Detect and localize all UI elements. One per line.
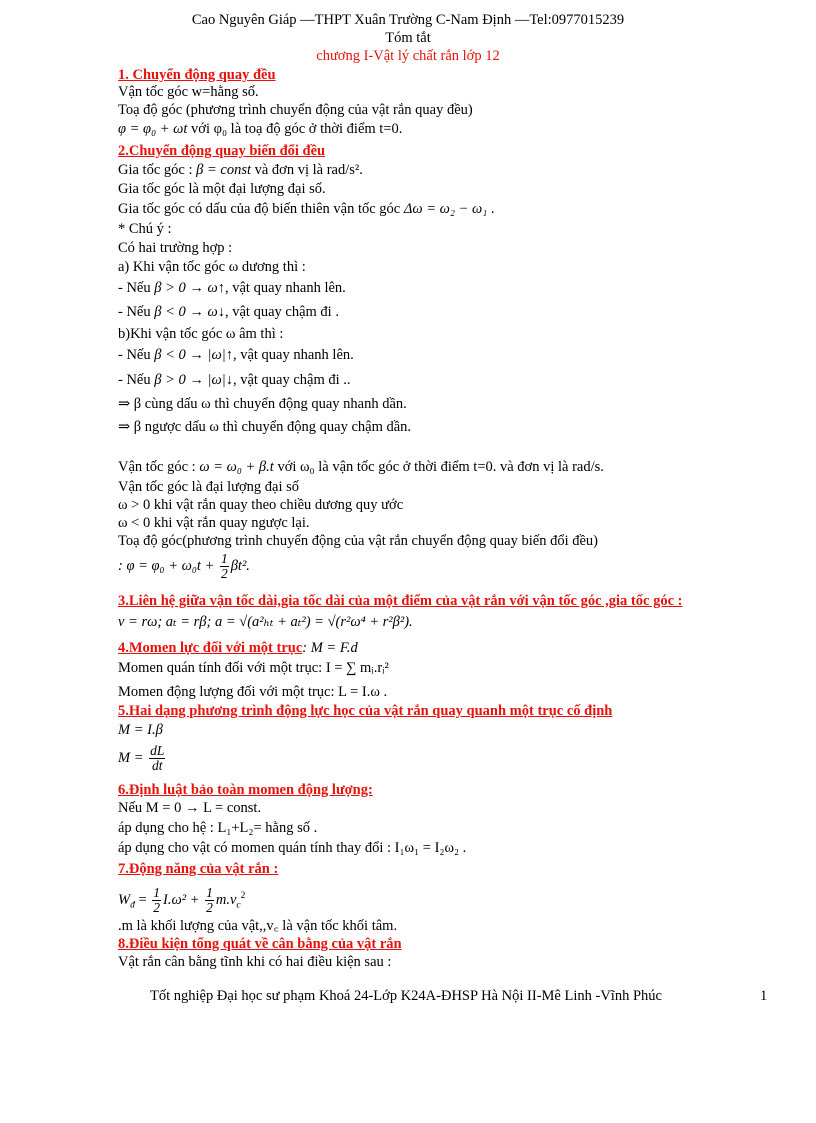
s2-a1-text: , vật quay nhanh lên.	[225, 280, 346, 296]
s2-case-b: b)Khi vận tốc góc ω âm thì :	[118, 326, 284, 342]
s2-eq-half	[220, 552, 229, 581]
s2-a1-formula: β > 0 → ω↑	[154, 280, 225, 296]
s1-line-3-text: với φ₀ là toạ độ góc ở thời điểm t=0.	[187, 121, 403, 137]
doc-subtitle: chương I-Vật lý chất rắn lớp 12	[316, 48, 500, 64]
s2-velocity-text: với ω₀ là vận tốc góc ở thời điểm t=0. và đơn vị là rad/s.	[273, 459, 604, 475]
section-8-heading: 8.Điều kiện tổng quát về cân bằng của vật rắn	[118, 936, 402, 952]
section-7-heading: 7.Động năng của vật rắn :	[118, 861, 279, 877]
page-number: 1	[760, 988, 768, 1004]
s7-w-sub: đ	[130, 900, 135, 911]
s2-case-a1: - Nếu β > 0 → ω↑, vật quay nhanh lên.	[118, 280, 346, 296]
doc-title: Tóm tắt	[385, 30, 431, 46]
s2-line-1	[118, 162, 363, 179]
s5-f2-den: dt	[152, 758, 163, 774]
s7-half-2-den: 2	[206, 900, 213, 915]
s2-a2-text: , vật quay chậm đi .	[225, 304, 339, 320]
half-den: 2	[220, 566, 228, 582]
s2-eq-formula: : φ = φ₀ + ω₀t +	[118, 558, 218, 574]
s7-eq: =	[134, 891, 151, 908]
s3-formula: v = rω; aₜ = rβ; a = √(a²ₕₜ + aₜ²) = √(r²ω⁴ + r²β²).	[118, 614, 413, 630]
author-line: Cao Nguyên Giáp —THPT Xuân Trường C-Nam Định —Tel:0977015239	[191, 12, 625, 28]
s2-algebraic: Vận tốc góc là đại lượng đại số	[118, 479, 300, 495]
s2-case-b1: - Nếu β < 0 → |ω|↑, vật quay nhanh lên.	[118, 347, 354, 363]
s7-half-2	[205, 886, 214, 915]
s2-case-a2: - Nếu β < 0 → ω↓, vật quay chậm đi .	[118, 304, 339, 320]
s6-line-2: áp dụng cho hệ : L₁+L₂= hằng số .	[118, 820, 318, 836]
s7-half-1	[152, 886, 161, 915]
s7-half-1-num: 1	[153, 885, 161, 900]
s2-l1-unit: và đơn vị là rad/s².	[251, 162, 363, 178]
s2-line-2: Gia tốc góc là một đại lượng đại số.	[118, 181, 326, 197]
s7-half-1-den: 2	[153, 900, 161, 915]
s5-formula-1: M = I.β	[118, 722, 163, 738]
s2-l3-text: Gia tốc góc có dấu của độ biến thiên vận tốc góc	[118, 201, 404, 217]
s7-half-2-num: 1	[206, 885, 213, 900]
s6-line-3: áp dụng cho vật có momen quán tính thay đổi : I₁ω₁ = I₂ω₂ .	[118, 840, 467, 856]
s2-a2-formula: β < 0 → ω↓	[154, 304, 225, 320]
s2-conclusion-1: ⇒ β cùng dấu ω thì chuyển động quay nhanh dần.	[118, 396, 407, 412]
s5-f2-frac	[149, 744, 165, 773]
section-1-heading: 1. Chuyển động quay đều	[118, 67, 276, 83]
page-footer: Tốt nghiệp Đại học sư phạm Khoá 24-Lớp K24A-ĐHSP Hà Nội II-Mê Linh -Vĩnh Phúc	[150, 988, 662, 1004]
s2-equation-label: Toạ độ góc(phương trình chuyển động của vật rắn chuyển động quay biến đổi đều)	[118, 533, 598, 549]
s2-l1-label: Gia tốc góc :	[118, 162, 197, 178]
s5-f2-left: M =	[118, 750, 148, 766]
s2-note: * Chú ý :	[118, 221, 172, 237]
s2-b1-formula: β < 0 → |ω|↑	[154, 347, 233, 363]
s2-l3-formula: Δω = ω₂ − ω₁	[403, 201, 488, 217]
section-3-heading: 3.Liên hệ giữa vận tốc dài,gia tốc dài của một điểm của vật rắn với vận tốc góc ,gia tốc góc :	[118, 593, 683, 609]
s1-line-2: Toạ độ góc (phương trình chuyển động của vật rắn quay đều)	[118, 102, 473, 118]
s2-b1-text: , vật quay nhanh lên.	[232, 347, 354, 363]
s6-line-1: Nếu M = 0 → L = const.	[118, 800, 262, 816]
s2-cases: Có hai trường hợp :	[118, 240, 233, 256]
s2-conclusion-2: ⇒ β ngược dấu ω thì chuyển động quay chậm dần.	[118, 419, 412, 435]
s4-heading-formula: : M = F.d	[302, 640, 358, 656]
s8-line-1: Vật rắn cân bằng tĩnh khi có hai điều kiện sau :	[118, 954, 392, 970]
s2-l1-formula: β = const	[196, 162, 251, 178]
section-4-heading: 4.Momen lực đối với một trục	[118, 640, 303, 656]
section-4-heading-line	[118, 640, 358, 657]
s2-equation	[118, 552, 250, 581]
s7-note: .m là khối lượng của vật,,v꜀ là vận tốc khối tâm.	[118, 918, 398, 934]
s2-b2-text: , vật quay chậm đi ..	[232, 372, 351, 388]
s1-line-1: Vận tốc góc w=hằng số.	[118, 84, 259, 100]
s2-positive: ω > 0 khi vật rắn quay theo chiều dương quy ước	[118, 497, 404, 513]
s7-formula	[118, 880, 245, 922]
s2-negative: ω < 0 khi vật rắn quay ngược lại.	[118, 515, 310, 531]
s7-vc-sup: 2	[240, 891, 246, 901]
s2-velocity-formula: ω = ω₀ + β.t	[199, 459, 274, 475]
s1-formula: φ = φ₀ + ωt	[118, 121, 188, 137]
s1-line-3	[118, 121, 402, 138]
s2-line-3: Gia tốc góc có dấu của độ biến thiên vận tốc góc Δω = ω₂ − ω₁ .	[118, 201, 495, 217]
s7-term-1: I.ω² +	[163, 891, 204, 908]
s5-formula-2	[118, 743, 167, 773]
half-num: 1	[220, 551, 228, 567]
s2-case-b2: - Nếu β > 0 → |ω|↓, vật quay chậm đi ..	[118, 372, 351, 388]
section-2-heading: 2.Chuyển động quay biến đổi đều	[118, 143, 326, 159]
s2-case-a: a) Khi vận tốc góc ω dương thì :	[118, 259, 306, 275]
s2-velocity-label: Vận tốc góc :	[118, 459, 200, 475]
s2-b2-formula: β > 0 → |ω|↓	[154, 372, 233, 388]
s4-momentum: Momen động lượng đối với một trục: L = I.ω .	[118, 684, 388, 700]
s7-w: W	[118, 891, 131, 908]
s4-inertia: Momen quán tính đối với một trục: I = ∑ mᵢ.rᵢ²	[118, 660, 389, 676]
s2-velocity	[118, 459, 604, 476]
s5-f2-num: dL	[150, 743, 165, 759]
s7-term-2: m.v	[215, 891, 237, 908]
section-5-heading: 5.Hai dạng phương trình động lực học của vật rắn quay quanh một trục cố định	[118, 703, 613, 719]
s7-vc-sub: c	[236, 900, 241, 911]
s2-eq-tail: βt².	[230, 558, 250, 574]
section-6-heading: 6.Định luật bảo toàn momen động lượng:	[118, 782, 373, 798]
